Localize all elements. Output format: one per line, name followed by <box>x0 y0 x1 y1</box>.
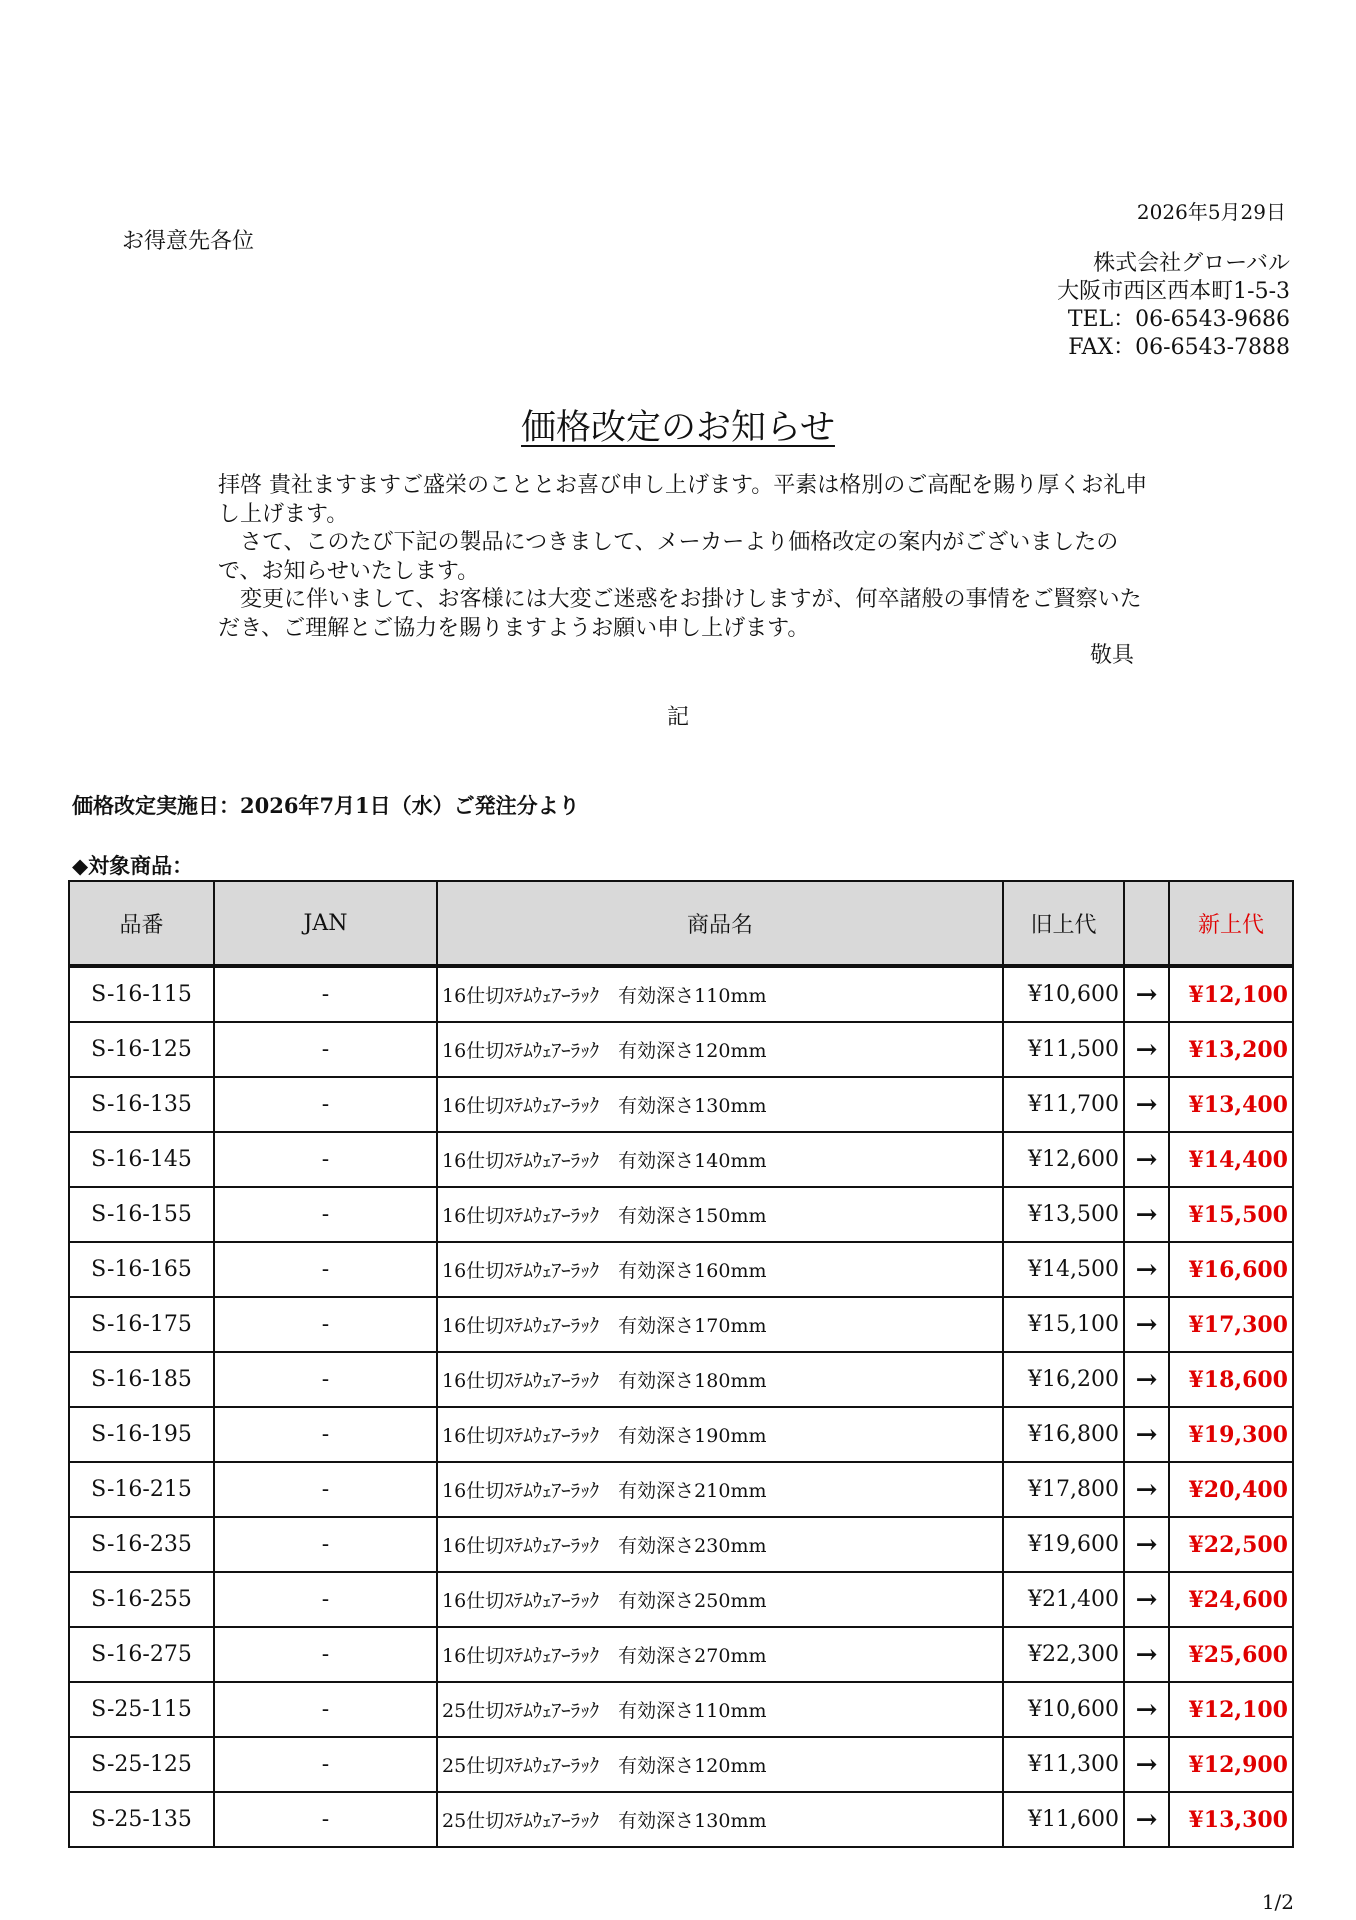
product-name-cell: 25仕切ｽﾃﾑｳｪｱｰﾗｯｸ 有効深さ110mm <box>437 1682 1003 1737</box>
product-name-cell: 16仕切ｽﾃﾑｳｪｱｰﾗｯｸ 有効深さ180mm <box>437 1352 1003 1407</box>
arrow-cell: → <box>1124 1792 1169 1847</box>
table-row <box>69 1022 1293 1077</box>
arrow-cell: → <box>1124 1132 1169 1187</box>
arrow-cell: → <box>1124 1407 1169 1462</box>
new-price-cell: ¥17,300 <box>1169 1297 1293 1352</box>
product-name-cell: 16仕切ｽﾃﾑｳｪｱｰﾗｯｸ 有効深さ150mm <box>437 1187 1003 1242</box>
jan-code-cell: - <box>214 1572 437 1627</box>
old-price-cell: ¥10,600 <box>1003 966 1124 1022</box>
product-name-cell: 25仕切ｽﾃﾑｳｪｱｰﾗｯｸ 有効深さ130mm <box>437 1792 1003 1847</box>
product-code-cell: S-25-125 <box>69 1737 214 1792</box>
body-paragraph-3: 変更に伴いまして、お客様には大変ご迷惑をお掛けしますが、何卒諸般の事情をご賢察いただき、ご理解とご協力を賜りますようお願い申し上げます。 <box>218 587 1142 641</box>
table-row <box>69 1517 1293 1572</box>
old-price-cell: ¥16,200 <box>1003 1352 1124 1407</box>
old-price-cell: ¥11,600 <box>1003 1792 1124 1847</box>
new-price-cell: ¥13,300 <box>1169 1792 1293 1847</box>
table-row <box>69 966 1293 1022</box>
new-price-cell: ¥13,200 <box>1169 1022 1293 1077</box>
old-price-cell: ¥19,600 <box>1003 1517 1124 1572</box>
header-jan: JAN <box>214 881 437 966</box>
old-price-cell: ¥22,300 <box>1003 1627 1124 1682</box>
header-old-price: 旧上代 <box>1003 881 1124 966</box>
table-row <box>69 1352 1293 1407</box>
jan-code-cell: - <box>214 1517 437 1572</box>
new-price-cell: ¥19,300 <box>1169 1407 1293 1462</box>
table-row <box>69 1077 1293 1132</box>
arrow-cell: → <box>1124 1187 1169 1242</box>
product-code-cell: S-16-125 <box>69 1022 214 1077</box>
new-price-cell: ¥25,600 <box>1169 1627 1293 1682</box>
jan-code-cell: - <box>214 1077 437 1132</box>
product-name-cell: 16仕切ｽﾃﾑｳｪｱｰﾗｯｸ 有効深さ190mm <box>437 1407 1003 1462</box>
product-code-cell: S-16-195 <box>69 1407 214 1462</box>
product-name-cell: 16仕切ｽﾃﾑｳｪｱｰﾗｯｸ 有効深さ250mm <box>437 1572 1003 1627</box>
arrow-cell: → <box>1124 1682 1169 1737</box>
product-name-cell: 16仕切ｽﾃﾑｳｪｱｰﾗｯｸ 有効深さ230mm <box>437 1517 1003 1572</box>
old-price-cell: ¥10,600 <box>1003 1682 1124 1737</box>
header-product-code: 品番 <box>69 881 214 966</box>
document-title: 価格改定のお知らせ <box>521 408 835 448</box>
new-price-cell: ¥16,600 <box>1169 1242 1293 1297</box>
old-price-cell: ¥14,500 <box>1003 1242 1124 1297</box>
sender-company: 株式会社グローバル <box>1093 251 1290 276</box>
new-price-cell: ¥12,900 <box>1169 1737 1293 1792</box>
new-price-cell: ¥22,500 <box>1169 1517 1293 1572</box>
old-price-cell: ¥15,100 <box>1003 1297 1124 1352</box>
arrow-cell: → <box>1124 1572 1169 1627</box>
ki-heading: 記 <box>666 705 689 730</box>
header-new-price: 新上代 <box>1169 881 1293 966</box>
product-code-cell: S-16-175 <box>69 1297 214 1352</box>
product-name-cell: 16仕切ｽﾃﾑｳｪｱｰﾗｯｸ 有効深さ160mm <box>437 1242 1003 1297</box>
jan-code-cell: - <box>214 1187 437 1242</box>
body-paragraph-1: 拝啓 貴社ますますご盛栄のこととお喜び申し上げます。平素は格別のご高配を賜り厚くお礼申し上げます。 <box>218 473 1148 527</box>
product-code-cell: S-16-215 <box>69 1462 214 1517</box>
document-title-wrap <box>0 400 1356 450</box>
product-code-cell: S-16-155 <box>69 1187 214 1242</box>
jan-code-cell: - <box>214 966 437 1022</box>
table-row <box>69 1462 1293 1517</box>
table-row <box>69 1132 1293 1187</box>
old-price-cell: ¥11,700 <box>1003 1077 1124 1132</box>
table-row <box>69 1792 1293 1847</box>
sender-address: 大阪市西区西本町1-5-3 <box>1057 279 1290 304</box>
closing-word: 敬具 <box>1089 643 1134 668</box>
new-price-cell: ¥20,400 <box>1169 1462 1293 1517</box>
product-code-cell: S-16-185 <box>69 1352 214 1407</box>
new-price-cell: ¥13,400 <box>1169 1077 1293 1132</box>
product-name-cell: 16仕切ｽﾃﾑｳｪｱｰﾗｯｸ 有効深さ140mm <box>437 1132 1003 1187</box>
sender-tel: TEL：06-6543-9686 <box>1067 307 1290 332</box>
table-row <box>69 1297 1293 1352</box>
table-row <box>69 1572 1293 1627</box>
product-name-cell: 16仕切ｽﾃﾑｳｪｱｰﾗｯｸ 有効深さ270mm <box>437 1627 1003 1682</box>
product-name-cell: 16仕切ｽﾃﾑｳｪｱｰﾗｯｸ 有効深さ110mm <box>437 966 1003 1022</box>
document-date: 2026年5月29日 <box>1136 200 1286 224</box>
jan-code-cell: - <box>214 1627 437 1682</box>
arrow-cell: → <box>1124 1077 1169 1132</box>
arrow-cell: → <box>1124 1297 1169 1352</box>
table-row <box>69 1242 1293 1297</box>
product-code-cell: S-16-135 <box>69 1077 214 1132</box>
product-code-cell: S-16-235 <box>69 1517 214 1572</box>
arrow-cell: → <box>1124 1737 1169 1792</box>
table-row <box>69 1737 1293 1792</box>
effective-date: 価格改定実施日：2026年7月1日（水）ご発注分より <box>72 793 580 818</box>
new-price-cell: ¥24,600 <box>1169 1572 1293 1627</box>
arrow-cell: → <box>1124 966 1169 1022</box>
sender-block <box>1057 250 1290 362</box>
new-price-cell: ¥12,100 <box>1169 1682 1293 1737</box>
new-price-cell: ¥18,600 <box>1169 1352 1293 1407</box>
table-row <box>69 1682 1293 1737</box>
old-price-cell: ¥12,600 <box>1003 1132 1124 1187</box>
product-code-cell: S-16-275 <box>69 1627 214 1682</box>
product-code-cell: S-16-145 <box>69 1132 214 1187</box>
product-code-cell: S-25-135 <box>69 1792 214 1847</box>
arrow-cell: → <box>1124 1352 1169 1407</box>
old-price-cell: ¥11,300 <box>1003 1737 1124 1792</box>
new-price-cell: ¥12,100 <box>1169 966 1293 1022</box>
sender-fax: FAX：06-6543-7888 <box>1068 335 1290 360</box>
jan-code-cell: - <box>214 1407 437 1462</box>
product-name-cell: 16仕切ｽﾃﾑｳｪｱｰﾗｯｸ 有効深さ210mm <box>437 1462 1003 1517</box>
table-row <box>69 1187 1293 1242</box>
jan-code-cell: - <box>214 1352 437 1407</box>
header-product-name: 商品名 <box>437 881 1003 966</box>
arrow-cell: → <box>1124 1517 1169 1572</box>
old-price-cell: ¥13,500 <box>1003 1187 1124 1242</box>
jan-code-cell: - <box>214 1737 437 1792</box>
arrow-cell: → <box>1124 1022 1169 1077</box>
price-table <box>68 880 1294 1848</box>
addressee: お得意先各位 <box>122 229 255 254</box>
product-code-cell: S-16-255 <box>69 1572 214 1627</box>
target-products-label: ◆対象商品： <box>72 853 194 878</box>
jan-code-cell: - <box>214 1132 437 1187</box>
jan-code-cell: - <box>214 1792 437 1847</box>
product-name-cell: 25仕切ｽﾃﾑｳｪｱｰﾗｯｸ 有効深さ120mm <box>437 1737 1003 1792</box>
jan-code-cell: - <box>214 1242 437 1297</box>
table-row <box>69 1407 1293 1462</box>
product-name-cell: 16仕切ｽﾃﾑｳｪｱｰﾗｯｸ 有効深さ120mm <box>437 1022 1003 1077</box>
product-code-cell: S-16-115 <box>69 966 214 1022</box>
arrow-cell: → <box>1124 1462 1169 1517</box>
table-header-row <box>69 881 1293 966</box>
page-number: 1/2 <box>1261 1890 1294 1914</box>
table-body <box>69 966 1293 1847</box>
header-arrow <box>1124 881 1169 966</box>
new-price-cell: ¥15,500 <box>1169 1187 1293 1242</box>
old-price-cell: ¥17,800 <box>1003 1462 1124 1517</box>
arrow-cell: → <box>1124 1627 1169 1682</box>
new-price-cell: ¥14,400 <box>1169 1132 1293 1187</box>
letter-body <box>218 472 1158 643</box>
jan-code-cell: - <box>214 1022 437 1077</box>
body-paragraph-2: さて、このたび下記の製品につきまして、メーカーより価格改定の案内がございましたので、お知らせいたします。 <box>218 530 1119 584</box>
old-price-cell: ¥21,400 <box>1003 1572 1124 1627</box>
jan-code-cell: - <box>214 1682 437 1737</box>
old-price-cell: ¥11,500 <box>1003 1022 1124 1077</box>
jan-code-cell: - <box>214 1297 437 1352</box>
old-price-cell: ¥16,800 <box>1003 1407 1124 1462</box>
product-name-cell: 16仕切ｽﾃﾑｳｪｱｰﾗｯｸ 有効深さ130mm <box>437 1077 1003 1132</box>
arrow-cell: → <box>1124 1242 1169 1297</box>
product-name-cell: 16仕切ｽﾃﾑｳｪｱｰﾗｯｸ 有効深さ170mm <box>437 1297 1003 1352</box>
table-row <box>69 1627 1293 1682</box>
jan-code-cell: - <box>214 1462 437 1517</box>
product-code-cell: S-16-165 <box>69 1242 214 1297</box>
product-code-cell: S-25-115 <box>69 1682 214 1737</box>
